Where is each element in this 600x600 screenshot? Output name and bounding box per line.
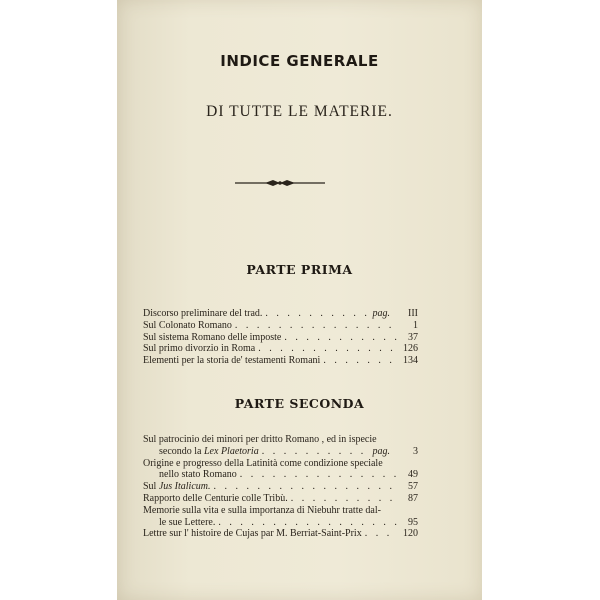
toc-entry-title: Origine e progresso della Latinità come condizione speciale [143, 457, 383, 469]
leader-dots [240, 469, 397, 481]
toc-entry-title: Sul sistema Romano delle imposte [143, 331, 282, 343]
pag-label: pag. [372, 308, 390, 319]
toc-entry-line [143, 505, 418, 517]
toc-entry-page: 95 [408, 516, 418, 528]
book-page [117, 0, 482, 600]
toc-entry-page: 126 [403, 343, 418, 355]
toc-entry-page: 87 [408, 492, 418, 504]
toc-entry [143, 308, 418, 320]
toc-entry-title-cont: nello stato Romano [159, 469, 237, 481]
toc-entry-title: Sul primo divorzio in Roma [143, 343, 256, 355]
leader-dots [265, 308, 369, 320]
toc-entry [143, 355, 418, 367]
toc-entry-line [143, 434, 418, 446]
toc-entry-title: Rapporto delle Centurie colle Tribù. [143, 492, 288, 504]
leader-dots [323, 355, 397, 367]
leader-dots [284, 332, 397, 344]
toc-entry-page: 57 [408, 481, 418, 493]
toc-entry [143, 320, 418, 332]
toc-entry [143, 493, 418, 505]
toc-entry-title: Sul Colonato Romano [143, 319, 232, 331]
pag-label: pag. [372, 445, 390, 457]
ornament-divider-icon [235, 178, 325, 188]
leader-dots [291, 493, 397, 505]
toc-entry [143, 343, 418, 355]
toc-entry-page: 3 [413, 445, 418, 457]
section-heading-parte-seconda: PARTE SECONDA [234, 396, 365, 411]
leader-dots [218, 517, 397, 529]
latin-term: Lex Plaetoria [204, 445, 259, 457]
toc-entry-title: Lettre sur l' histoire de Cujas par M. Berriat-Saint-Prix [143, 528, 362, 540]
toc-entry-title: Elementi per la storia de' testamenti Romani [143, 355, 321, 367]
toc-entry-page: 120 [403, 528, 418, 540]
toc-entry-title: Memorie sulla vita e sulla importanza di Niebuhr tratte dal- [143, 504, 381, 516]
parte-seconda-list [143, 434, 418, 540]
leader-dots [235, 320, 397, 332]
toc-entry-title: Sul patrocinio dei minori per dritto Romano , ed in ispecie [143, 434, 377, 445]
latin-term: Jus Italicum. [158, 481, 211, 493]
toc-entry-line [143, 458, 418, 470]
toc-entry-page: III [408, 308, 418, 319]
page-title: INDICE GENERALE [220, 52, 379, 70]
toc-entry-title-cont: secondo la [159, 445, 202, 457]
leader-dots [262, 446, 370, 458]
toc-entry-title-cont: le sue Lettere. [159, 516, 216, 528]
toc-entry-title: Sul [143, 481, 157, 493]
leader-dots [258, 343, 397, 355]
toc-entry [143, 528, 418, 540]
toc-entry-page: 49 [408, 469, 418, 481]
toc-entry [143, 332, 418, 344]
toc-entry-page: 37 [408, 331, 418, 343]
toc-entry-line [143, 446, 418, 458]
page-subtitle: DI TUTTE LE MATERIE. [206, 103, 393, 120]
leader-dots [214, 481, 398, 493]
section-heading-parte-prima: PARTE PRIMA [246, 262, 353, 277]
toc-entry-title: Discorso preliminare del trad. [143, 308, 263, 319]
leader-dots [365, 528, 397, 540]
toc-entry-line [143, 517, 418, 529]
toc-entry [143, 481, 418, 493]
toc-entry-line [143, 469, 418, 481]
toc-entry-page: 134 [403, 355, 418, 367]
parte-prima-list [143, 308, 418, 367]
toc-entry-page: 1 [413, 319, 418, 331]
